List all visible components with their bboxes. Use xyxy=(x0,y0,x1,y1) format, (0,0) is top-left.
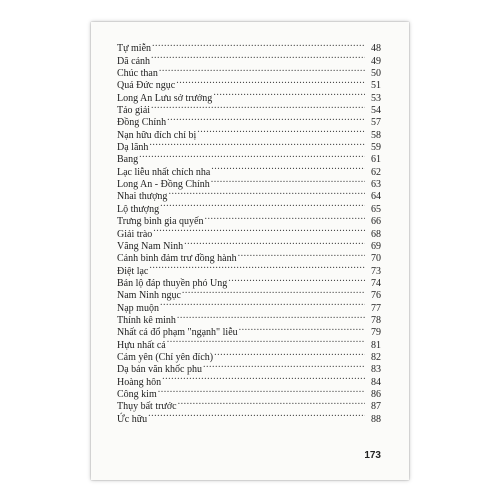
toc-entry-page: 69 xyxy=(371,240,381,252)
toc-entry-page: 73 xyxy=(371,265,381,277)
dot-leader xyxy=(184,237,365,249)
dot-leader xyxy=(158,385,365,397)
dot-leader xyxy=(152,39,365,51)
toc-entry-title: Nam Ninh ngục xyxy=(117,290,181,302)
table-of-contents xyxy=(117,39,381,425)
toc-entry-title: Nhất cá đổ phạm "ngạnh" liễu xyxy=(117,327,238,339)
dot-leader xyxy=(239,323,365,335)
toc-entry-page: 77 xyxy=(371,302,381,314)
toc-entry-title: Điệt lạc xyxy=(117,265,149,277)
dot-leader xyxy=(211,162,365,174)
toc-entry-page: 82 xyxy=(371,351,381,363)
toc-entry-page: 58 xyxy=(371,129,381,141)
toc-entry-title: Cảnh binh đảm trư đồng hành xyxy=(117,253,237,265)
toc-entry-title: Giải trào xyxy=(117,228,153,240)
toc-entry-title: Chúc than xyxy=(117,68,158,80)
toc-entry-title: Thính kê minh xyxy=(117,314,176,326)
dot-leader xyxy=(204,212,365,224)
toc-entry-page: 62 xyxy=(371,166,381,178)
dot-leader xyxy=(177,311,365,323)
toc-entry-title: Dã cảnh xyxy=(117,55,151,67)
toc-entry-page: 61 xyxy=(371,154,381,166)
toc-entry-title: Nạp muộn xyxy=(117,302,159,314)
dot-leader xyxy=(167,335,365,347)
toc-entry-page: 76 xyxy=(371,290,381,302)
toc-entry-title: Dạ lãnh xyxy=(117,142,149,154)
dot-leader xyxy=(148,409,365,421)
dot-leader xyxy=(238,249,365,261)
toc-entry-title: Tự miễn xyxy=(117,43,152,55)
toc-entry-title: Quá Đức ngục xyxy=(117,80,176,92)
toc-entry xyxy=(117,274,381,289)
toc-entry-title: Hựu nhất cá xyxy=(117,339,166,351)
dot-leader xyxy=(151,101,365,113)
toc-entry-title: Ức hữu xyxy=(117,413,148,425)
toc-entry-page: 88 xyxy=(371,413,381,425)
dot-leader xyxy=(167,113,365,125)
toc-entry-page: 50 xyxy=(371,68,381,80)
toc-entry-page: 74 xyxy=(371,277,381,289)
dot-leader xyxy=(214,348,365,360)
toc-entry-page: 79 xyxy=(371,327,381,339)
dot-leader xyxy=(149,261,365,273)
toc-entry-title: Trưng binh gia quyến xyxy=(117,216,204,228)
dot-leader xyxy=(168,187,365,199)
toc-entry xyxy=(117,237,381,252)
toc-entry-title: Đồng Chính xyxy=(117,117,167,129)
toc-entry-page: 81 xyxy=(371,339,381,351)
toc-entry-title: Long An - Đồng Chính xyxy=(117,179,210,191)
toc-entry xyxy=(117,409,381,425)
toc-entry-title: Long An Lưu sở trưởng xyxy=(117,92,213,104)
dot-leader xyxy=(151,51,365,63)
dot-leader xyxy=(228,274,365,286)
toc-entry-page: 68 xyxy=(371,228,381,240)
toc-entry-title: Lạc liễu nhất chích nha xyxy=(117,166,211,178)
toc-entry-page: 59 xyxy=(371,142,381,154)
toc-entry-page: 84 xyxy=(371,376,381,388)
toc-entry-title: Nhai thượng xyxy=(117,191,168,203)
toc-entry-page: 48 xyxy=(371,43,381,55)
dot-leader xyxy=(149,138,365,150)
page-number: 173 xyxy=(364,450,381,461)
toc-entry-page: 83 xyxy=(371,364,381,376)
toc-entry-title: Nạn hữu đích chỉ bị xyxy=(117,129,197,141)
toc-entry xyxy=(117,39,381,55)
toc-entry xyxy=(117,113,381,129)
dot-leader xyxy=(197,125,365,137)
dot-leader xyxy=(203,360,365,372)
toc-entry-page: 86 xyxy=(371,388,381,400)
toc-entry-page: 87 xyxy=(371,401,381,413)
toc-entry xyxy=(117,150,381,166)
book-page xyxy=(91,22,409,480)
toc-entry-page: 78 xyxy=(371,314,381,326)
dot-leader xyxy=(182,286,365,298)
dot-leader xyxy=(160,298,365,310)
toc-entry xyxy=(117,51,381,67)
dot-leader xyxy=(153,224,365,236)
toc-entry-page: 53 xyxy=(371,92,381,104)
toc-entry-page: 54 xyxy=(371,105,381,117)
toc-entry xyxy=(117,101,381,117)
toc-entry-title: Cảm yên (Chỉ yên đích) xyxy=(117,351,214,363)
toc-entry-title: Bang xyxy=(117,154,139,166)
toc-entry-page: 66 xyxy=(371,216,381,228)
toc-entry xyxy=(117,64,381,80)
dot-leader xyxy=(160,199,365,211)
toc-entry xyxy=(117,138,381,154)
toc-entry-title: Hoàng hôn xyxy=(117,376,162,388)
toc-entry xyxy=(117,261,381,277)
toc-entry-title: Thụy bất trước xyxy=(117,401,177,413)
toc-entry-page: 57 xyxy=(371,117,381,129)
toc-entry-title: Công kim xyxy=(117,388,157,400)
toc-entry-title: Vãng Nam Ninh xyxy=(117,240,184,252)
toc-entry xyxy=(117,224,381,240)
toc-entry-page: 70 xyxy=(371,253,381,265)
toc-entry-page: 51 xyxy=(371,80,381,92)
dot-leader xyxy=(159,64,365,76)
toc-entry-title: Bán lộ đáp thuyền phó Ung xyxy=(117,277,228,289)
dot-leader xyxy=(211,175,365,187)
toc-entry-title: Lộ thượng xyxy=(117,203,160,215)
toc-entry-page: 64 xyxy=(371,191,381,203)
toc-entry-title: Dạ bán văn khốc phu xyxy=(117,364,202,376)
toc-entry-page: 63 xyxy=(371,179,381,191)
toc-entry-title: Tảo giải xyxy=(117,105,151,117)
dot-leader xyxy=(213,88,365,100)
dot-leader xyxy=(162,372,365,384)
dot-leader xyxy=(178,397,365,409)
dot-leader xyxy=(139,150,365,162)
toc-entry-page: 65 xyxy=(371,203,381,215)
toc-entry-page: 49 xyxy=(371,55,381,67)
toc-entry xyxy=(117,162,381,178)
dot-leader xyxy=(176,76,365,88)
